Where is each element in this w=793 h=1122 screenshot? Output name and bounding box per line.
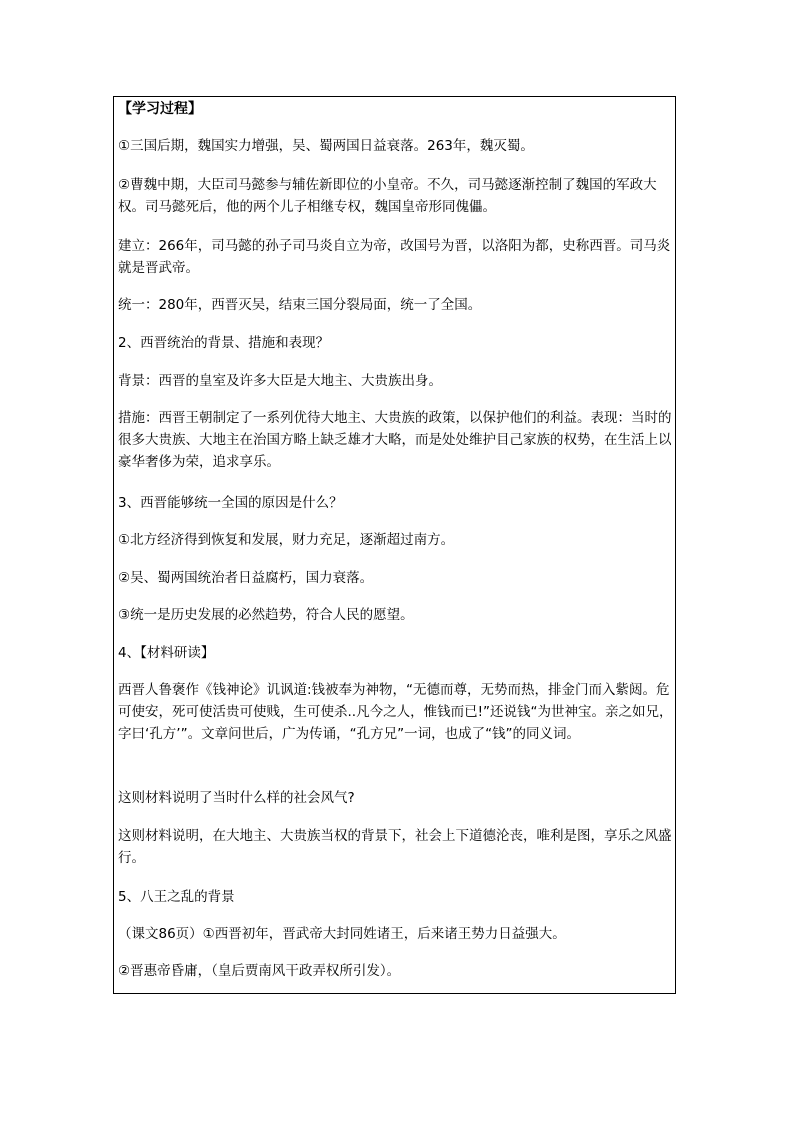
paragraph: ②晋惠帝昏庸，（皇后贾南风干政弄权所引发）。 — [118, 963, 401, 979]
paragraph: 建立：266年，司马懿的孙子司马炎自立为帝，改国号为晋，以洛阳为都，史称西晋。司马炎就是晋武帝。 — [118, 238, 671, 276]
paragraph: 措施：西晋王朝制定了一系列优待大地主、大贵族的政策，以保护他们的利益。表现：当时的很多大贵族、大地主在治国方略上缺乏雄才大略，而是处处维护目己家族的权势，在生活上以豪华奢侈为荣，追求享乐。 — [118, 410, 672, 470]
section-title: 【学习过程】 — [118, 101, 202, 117]
paragraph: ②吴、蜀两国统治者日益腐朽，国力衰落。 — [118, 570, 374, 586]
paragraph: ②曹魏中期，大臣司马懿参与辅佐新即位的小皇帝。不久，司马懿逐渐控制了魏国的军政大权。司马懿死后，他的两个儿子相继专权，魏国皇帝形同傀儡。 — [118, 177, 657, 215]
question-heading: 4、【材料研读】 — [118, 645, 215, 661]
question-paragraph: 这则材料说明了当时什么样的社会风气? — [118, 790, 355, 806]
paragraph: 背景：西晋的皇室及许多大臣是大地主、大贵族出身。 — [118, 373, 442, 389]
paragraph: 统一：280年，西晋灭吴，结束三国分裂局面，统一了全国。 — [118, 297, 482, 313]
question-heading: 2、西晋统治的背景、措施和表现？ — [118, 335, 330, 351]
paragraph: （课文86页）①西晋初年，晋武帝大封同姓诸王，后来诸王势力日益强大。 — [118, 926, 566, 942]
answer-paragraph: 这则材料说明，在大地主、大贵族当权的背景下，社会上下道德沦丧，唯利是图，享乐之风盛行。 — [118, 828, 672, 866]
question-heading: 3、西晋能够统一全国的原因是什么？ — [118, 495, 343, 511]
question-heading: 5、八王之乱的背景 — [118, 889, 235, 905]
paragraph: ①北方经济得到恢复和发展，财力充足，逐渐超过南方。 — [118, 532, 455, 548]
paragraph: ③统一是历史发展的必然趋势，符合人民的愿望。 — [118, 607, 414, 623]
paragraph: ①三国后期，魏国实力增强，吴、蜀两国日益衰落。263年，魏灭蜀。 — [118, 138, 534, 154]
material-paragraph: 西晋人鲁褒作《钱神论》讥讽道:钱被奉为神物，“无德而尊，无势而热，排金门而入紫闼。危可使安，死可使活贵可使贱，生可使杀..凡今之人，惟钱而已!”还说钱“为世神宝。亲之如兄，字曰‘孔方’”。文章问世后，广为传诵，“孔方兄”一词，也成了“钱”的同义词。 — [118, 682, 673, 742]
